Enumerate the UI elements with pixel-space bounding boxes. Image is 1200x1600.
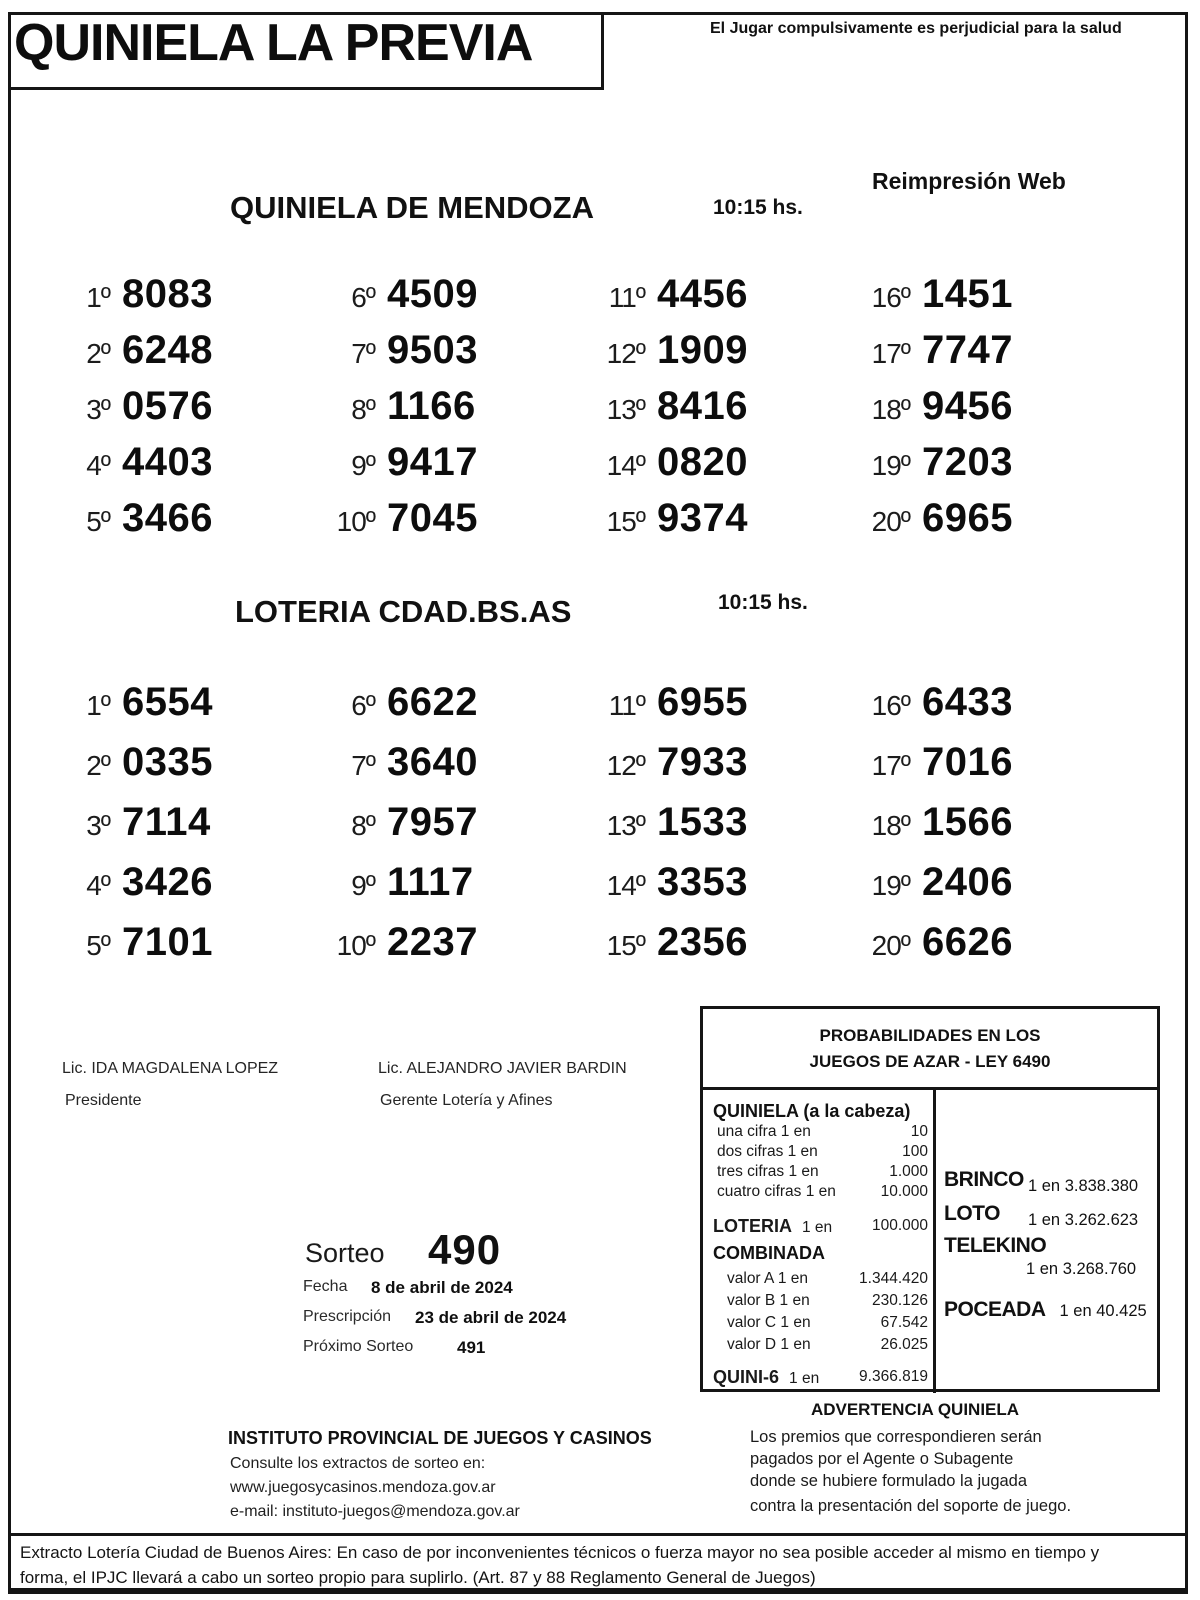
odds-row <box>713 1142 928 1162</box>
result-number: 6622 <box>387 680 478 724</box>
result-cell <box>862 378 1147 434</box>
results-grid-mendoza <box>62 266 1147 546</box>
game-value: 1 en 3.838.380 <box>1028 1177 1139 1195</box>
next-draw-row <box>303 1338 485 1358</box>
signature-role-president: Presidente <box>65 1092 142 1109</box>
result-number: 2237 <box>387 920 478 964</box>
advertencia-text-line: donde se hubiere formulado la jugada <box>750 1472 1028 1490</box>
result-position: 2º <box>86 338 110 369</box>
odds-value: 1.344.420 <box>859 1270 928 1287</box>
footer-divider <box>8 1533 1188 1536</box>
result-number: 3426 <box>122 860 213 904</box>
odds-row <box>713 1334 928 1356</box>
result-position: 19º <box>871 870 910 901</box>
result-cell <box>327 852 597 912</box>
odds-value: 230.126 <box>871 1292 928 1309</box>
advertencia-text-line: Los premios que correspondieren serán <box>750 1428 1042 1446</box>
advertencia-title: ADVERTENCIA QUINIELA <box>810 1400 1020 1419</box>
result-cell <box>327 732 597 792</box>
result-position: 16º <box>871 690 910 721</box>
result-cell <box>62 672 327 732</box>
footer-note-line2: forma, el IPJC llevará a cabo un sorteo propio para suplirlo. (Art. 87 y 88 Reglamento General de Juegos) <box>20 1568 816 1587</box>
quini6-name: QUINI-6 <box>713 1367 780 1387</box>
odds-value: 9.366.819 <box>859 1368 928 1385</box>
probabilities-left-column <box>703 1090 936 1393</box>
odds-label <box>713 1366 819 1390</box>
result-position: 18º <box>871 810 910 841</box>
result-position: 4º <box>86 450 110 481</box>
odds-value: 100 <box>902 1143 928 1160</box>
result-cell <box>862 912 1147 972</box>
odds-label: tres cifras 1 en <box>717 1163 819 1180</box>
probabilities-right-column <box>936 1090 1157 1393</box>
result-number: 0335 <box>122 740 213 784</box>
result-cell <box>327 792 597 852</box>
result-number: 4509 <box>387 272 478 316</box>
result-number: 9374 <box>657 496 748 540</box>
result-number: 4456 <box>657 272 748 316</box>
proximo-sorteo-value: 491 <box>457 1338 486 1357</box>
result-number: 6554 <box>122 680 213 724</box>
result-number: 3466 <box>122 496 213 540</box>
result-cell <box>862 434 1147 490</box>
result-number: 1566 <box>922 800 1013 844</box>
result-cell <box>597 434 862 490</box>
odds-label: una cifra 1 en <box>717 1123 811 1140</box>
odds-value: 1.000 <box>889 1163 928 1180</box>
reprint-web-label: Reimpresión Web <box>872 168 1066 194</box>
sorteo-number: 490 <box>428 1226 502 1273</box>
result-cell <box>862 672 1147 732</box>
game-value: 1 en 3.268.760 <box>1026 1260 1137 1278</box>
result-position: 12º <box>606 750 645 781</box>
fecha-value: 8 de abril de 2024 <box>371 1278 513 1297</box>
result-number: 6955 <box>657 680 748 724</box>
signature-name-manager: Lic. ALEJANDRO JAVIER BARDIN <box>378 1060 627 1077</box>
result-position: 8º <box>351 810 375 841</box>
result-position: 9º <box>351 450 375 481</box>
result-cell <box>327 378 597 434</box>
result-position: 11º <box>608 690 645 721</box>
result-cell <box>62 322 327 378</box>
proximo-sorteo-label: Próximo Sorteo <box>303 1338 414 1355</box>
sorteo-label: Sorteo <box>305 1238 385 1268</box>
institute-website: www.juegosycasinos.mendoza.gov.ar <box>230 1479 496 1496</box>
institute-name: INSTITUTO PROVINCIAL DE JUEGOS Y CASINOS <box>228 1428 652 1448</box>
result-cell <box>597 672 862 732</box>
result-cell <box>862 792 1147 852</box>
prescripcion-value: 23 de abril de 2024 <box>415 1308 567 1327</box>
institute-consult-text: Consulte los extractos de sorteo en: <box>230 1455 486 1472</box>
game-name: TELEKINO <box>944 1234 1047 1257</box>
odds-value: 67.542 <box>880 1314 928 1331</box>
result-cell <box>862 732 1147 792</box>
odds-row <box>713 1312 928 1334</box>
result-cell <box>327 672 597 732</box>
loteria-odds-row <box>713 1214 928 1240</box>
result-cell <box>327 322 597 378</box>
result-number: 7933 <box>657 740 748 784</box>
probabilities-box <box>700 1006 1160 1392</box>
result-cell <box>597 912 862 972</box>
result-cell <box>862 852 1147 912</box>
results-grid-bsas <box>62 672 1147 972</box>
probabilities-title-line1: PROBABILIDADES EN LOS <box>819 1026 1041 1045</box>
game-odds-poceada <box>944 1298 1149 1322</box>
result-cell <box>597 322 862 378</box>
game-name: POCEADA <box>944 1298 1046 1321</box>
game-odds-brinco <box>944 1168 1149 1195</box>
draw-time-bsas: 10:15 hs. <box>718 591 808 614</box>
signature-name-president: Lic. IDA MAGDALENA LOPEZ <box>62 1060 279 1077</box>
odds-row <box>713 1290 928 1312</box>
quini6-mid: 1 en <box>789 1370 820 1387</box>
result-number: 1909 <box>657 328 748 372</box>
result-position: 20º <box>871 506 910 537</box>
result-cell <box>862 266 1147 322</box>
result-position: 6º <box>351 282 375 313</box>
result-number: 7747 <box>922 328 1013 372</box>
result-number: 6965 <box>922 496 1013 540</box>
advertencia-text-line: contra la presentación del soporte de juego. <box>750 1497 1072 1515</box>
result-position: 13º <box>606 394 645 425</box>
result-number: 1166 <box>387 384 476 428</box>
advertencia-text-line: pagados por el Agente o Subagente <box>750 1450 1014 1468</box>
result-position: 3º <box>86 394 110 425</box>
result-position: 10º <box>336 506 375 537</box>
result-cell <box>62 434 327 490</box>
probabilities-body <box>703 1090 1157 1393</box>
result-cell <box>597 490 862 546</box>
result-cell <box>597 378 862 434</box>
result-number: 8083 <box>122 272 213 316</box>
game-name: BRINCO <box>944 1168 1024 1191</box>
result-position: 18º <box>871 394 910 425</box>
game-value: 1 en 40.425 <box>1059 1302 1147 1320</box>
result-position: 14º <box>606 870 645 901</box>
result-position: 4º <box>86 870 110 901</box>
result-position: 3º <box>86 810 110 841</box>
result-number: 4403 <box>122 440 213 484</box>
game-odds-loto <box>944 1202 1149 1229</box>
result-position: 6º <box>351 690 375 721</box>
odds-label <box>713 1214 832 1240</box>
odds-value: 100.000 <box>871 1217 928 1234</box>
prescription-row <box>303 1308 566 1328</box>
signature-role-manager: Gerente Lotería y Afines <box>380 1092 553 1109</box>
result-cell <box>327 912 597 972</box>
game-value: 1 en 3.262.623 <box>1028 1211 1139 1229</box>
result-number: 3640 <box>387 740 478 784</box>
odds-label: valor A 1 en <box>727 1270 809 1287</box>
game-name: LOTO <box>944 1202 1000 1225</box>
odds-label: valor B 1 en <box>727 1292 810 1309</box>
result-position: 20º <box>871 930 910 961</box>
institute-email: e-mail: instituto-juegos@mendoza.gov.ar <box>230 1503 520 1520</box>
odds-row <box>713 1182 928 1202</box>
result-position: 5º <box>86 930 110 961</box>
odds-label: valor C 1 en <box>727 1314 811 1331</box>
odds-row <box>713 1122 928 1142</box>
result-number: 9503 <box>387 328 478 372</box>
result-position: 7º <box>351 338 375 369</box>
result-position: 2º <box>86 750 110 781</box>
result-position: 11º <box>608 282 645 313</box>
result-number: 7957 <box>387 800 478 844</box>
result-position: 1º <box>86 690 110 721</box>
result-cell <box>597 792 862 852</box>
game-odds-telekino <box>944 1234 1149 1280</box>
result-number: 1117 <box>387 860 474 904</box>
quiniela-odds-header: QUINIELA (a la cabeza) <box>713 1101 911 1121</box>
result-number: 7203 <box>922 440 1013 484</box>
result-cell <box>862 322 1147 378</box>
result-cell <box>597 732 862 792</box>
result-number: 2356 <box>657 920 748 964</box>
result-number: 0576 <box>122 384 213 428</box>
result-cell <box>62 266 327 322</box>
prescripcion-label: Prescripción <box>303 1308 392 1325</box>
result-cell <box>862 490 1147 546</box>
footer-note-line1: Extracto Lotería Ciudad de Buenos Aires: En caso de por inconvenientes técnicos o fuerza mayor no sea posible acceder al mismo en tiempo y <box>20 1543 1100 1562</box>
result-number: 9456 <box>922 384 1013 428</box>
draw-date-row <box>303 1278 513 1298</box>
result-number: 7114 <box>122 800 211 844</box>
odds-value: 10.000 <box>880 1183 928 1200</box>
result-position: 17º <box>871 750 910 781</box>
result-number: 8416 <box>657 384 748 428</box>
result-cell <box>62 852 327 912</box>
result-position: 12º <box>606 338 645 369</box>
result-number: 6433 <box>922 680 1013 724</box>
quini6-odds-row <box>713 1366 928 1390</box>
result-cell <box>62 912 327 972</box>
page-title: QUINIELA LA PREVIA <box>14 14 533 72</box>
result-number: 0820 <box>657 440 748 484</box>
result-number: 1451 <box>922 272 1013 316</box>
result-number: 6248 <box>122 328 213 372</box>
result-number: 3353 <box>657 860 748 904</box>
result-cell <box>597 852 862 912</box>
result-position: 1º <box>86 282 110 313</box>
odds-row <box>713 1268 928 1290</box>
section-title-mendoza: QUINIELA DE MENDOZA <box>230 190 594 225</box>
probabilities-title-line2: JUEGOS DE AZAR - LEY 6490 <box>809 1052 1051 1071</box>
result-cell <box>62 792 327 852</box>
result-cell <box>327 434 597 490</box>
fecha-label: Fecha <box>303 1278 348 1295</box>
result-position: 19º <box>871 450 910 481</box>
result-position: 15º <box>606 506 645 537</box>
result-number: 6626 <box>922 920 1013 964</box>
result-cell <box>327 490 597 546</box>
result-position: 10º <box>336 930 375 961</box>
result-number: 7045 <box>387 496 478 540</box>
odds-value: 26.025 <box>880 1336 928 1353</box>
section-title-bsas: LOTERIA CDAD.BS.AS <box>235 594 572 629</box>
result-cell <box>327 266 597 322</box>
result-position: 14º <box>606 450 645 481</box>
result-position: 5º <box>86 506 110 537</box>
health-warning: El Jugar compulsivamente es perjudicial para la salud <box>710 20 1122 37</box>
odds-label: dos cifras 1 en <box>717 1143 818 1160</box>
combinada-odds-header: COMBINADA <box>713 1243 825 1263</box>
result-number: 9417 <box>387 440 478 484</box>
result-position: 16º <box>871 282 910 313</box>
result-number: 1533 <box>657 800 748 844</box>
odds-label: cuatro cifras 1 en <box>717 1183 836 1200</box>
result-position: 8º <box>351 394 375 425</box>
draw-time-mendoza: 10:15 hs. <box>713 196 803 219</box>
result-cell <box>62 732 327 792</box>
result-number: 7101 <box>122 920 213 964</box>
odds-value: 10 <box>910 1123 928 1140</box>
result-cell <box>62 490 327 546</box>
odds-label: valor D 1 en <box>727 1336 811 1353</box>
result-cell <box>62 378 327 434</box>
odds-row <box>713 1162 928 1182</box>
result-position: 7º <box>351 750 375 781</box>
result-position: 17º <box>871 338 910 369</box>
result-cell <box>597 266 862 322</box>
result-number: 7016 <box>922 740 1013 784</box>
result-number: 2406 <box>922 860 1013 904</box>
loteria-mid: 1 en <box>802 1219 833 1236</box>
loteria-name: LOTERIA <box>713 1216 792 1236</box>
result-position: 9º <box>351 870 375 901</box>
result-position: 13º <box>606 810 645 841</box>
probabilities-title <box>703 1009 1157 1090</box>
result-position: 15º <box>606 930 645 961</box>
